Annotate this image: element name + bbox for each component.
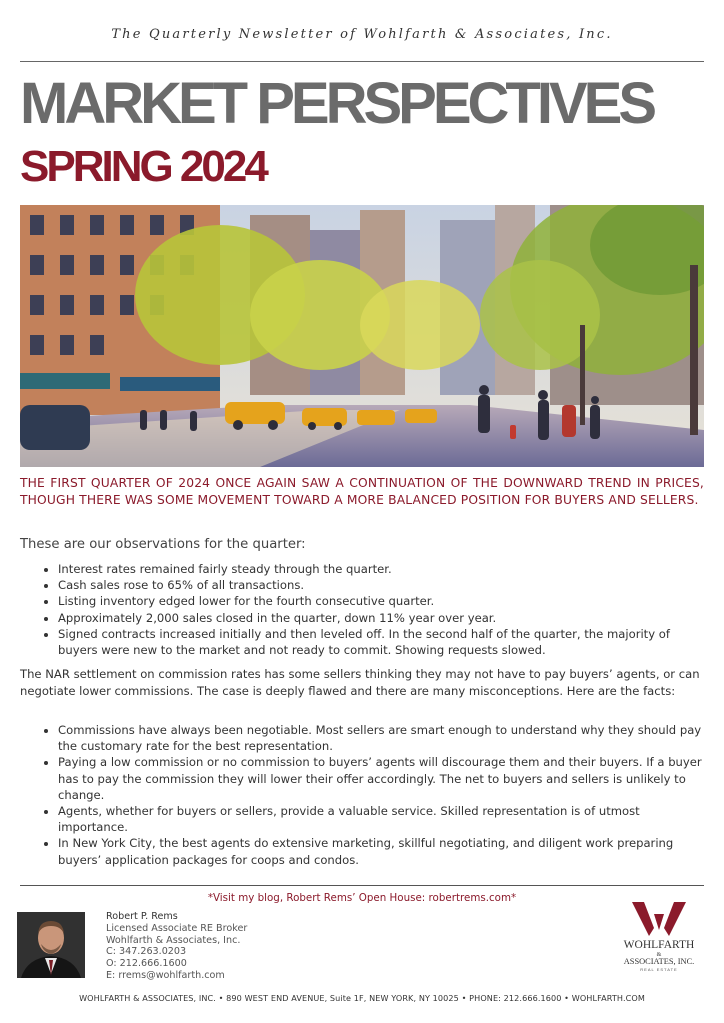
facts-list bbox=[20, 722, 706, 868]
logo-line3: REAL ESTATE bbox=[640, 967, 678, 972]
page-title: MARKET PERSPECTIVES bbox=[20, 71, 653, 136]
header-divider bbox=[20, 61, 704, 62]
list-item: • Agents, whether for buyers or sellers, provide a valuable service. Skilled representation is of utmost importance. bbox=[58, 803, 706, 835]
company-logo bbox=[610, 900, 708, 972]
logo-amp: & bbox=[656, 952, 662, 958]
agent-office-phone[interactable]: O: 212.666.1600 bbox=[106, 958, 187, 970]
agent-email[interactable]: E: rrems@wohlfarth.com bbox=[106, 969, 225, 981]
agent-contact-block bbox=[106, 911, 247, 982]
list-item: • In New York City, the best agents do extensive marketing, skillful negotiating, and diligent work preparing buyers’ application packages for coops and condos. bbox=[58, 835, 706, 867]
list-item: • Commissions have always been negotiable. Most sellers are smart enough to understand why they should pay the customary rate for the best representation. bbox=[58, 722, 706, 754]
logo-line2: ASSOCIATES, INC. bbox=[623, 957, 695, 966]
logo-line1: WOHLFARTH bbox=[623, 939, 695, 951]
intro-summary: THE FIRST QUARTER OF 2024 ONCE AGAIN SAW A CONTINUATION OF THE DOWNWARD TREND IN PRICES, THOUGH THERE WAS SOME MOVEMENT TOWARD A MORE BALANCED POSITION FOR BUYERS AND SELLERS. bbox=[20, 476, 704, 507]
settlement-paragraph: The NAR settlement on commission rates has some sellers thinking they may not have to pay buyers’ agents, or can negotiate lower commissions. The case is deeply flawed and there are many misconceptions. Here are the facts: bbox=[20, 667, 700, 698]
hero-street-painting bbox=[20, 205, 704, 467]
agent-role: Licensed Associate RE Broker bbox=[106, 922, 248, 934]
list-item: • Paying a low commission or no commission to buyers’ agents will discourage them and their buyers. If a buyer has to pay the commission they will lower their offer accordingly. The net to buyers and sellers is unlikely to change. bbox=[58, 754, 706, 803]
list-item: • Approximately 2,000 sales closed in the quarter, down 11% year over year. bbox=[58, 610, 706, 626]
footer-divider bbox=[20, 885, 704, 886]
blog-link[interactable]: *Visit my blog, Robert Rems’ Open House: robertrems.com* bbox=[207, 892, 517, 904]
agent-company: Wohlfarth & Associates, Inc. bbox=[106, 934, 241, 946]
agent-name: Robert P. Rems bbox=[106, 911, 178, 922]
observations-heading: These are our observations for the quarter: bbox=[20, 537, 306, 552]
issue-subtitle: SPRING 2024 bbox=[20, 142, 266, 191]
list-item: • Signed contracts increased initially and then leveled off. In the second half of the quarter, the majority of buyers were new to the market and not ready to commit. Showing requests slowed. bbox=[58, 626, 706, 658]
list-item: • Listing inventory edged lower for the fourth consecutive quarter. bbox=[58, 593, 706, 609]
footer-address: WOHLFARTH & ASSOCIATES, INC. • 890 WEST END AVENUE, Suite 1F, NEW YORK, NY 10025 • PHONE: 212.666.1600 • WOHLFARTH.COM bbox=[79, 993, 645, 1003]
observations-list bbox=[20, 561, 706, 658]
newsletter-tagline: The Quarterly Newsletter of Wohlfarth & Associates, Inc. bbox=[111, 27, 613, 42]
list-item: • Interest rates remained fairly steady through the quarter. bbox=[58, 561, 706, 577]
agent-photo bbox=[17, 912, 85, 978]
list-item: • Cash sales rose to 65% of all transactions. bbox=[58, 577, 706, 593]
agent-cell-phone[interactable]: C: 347.263.0203 bbox=[106, 946, 187, 958]
